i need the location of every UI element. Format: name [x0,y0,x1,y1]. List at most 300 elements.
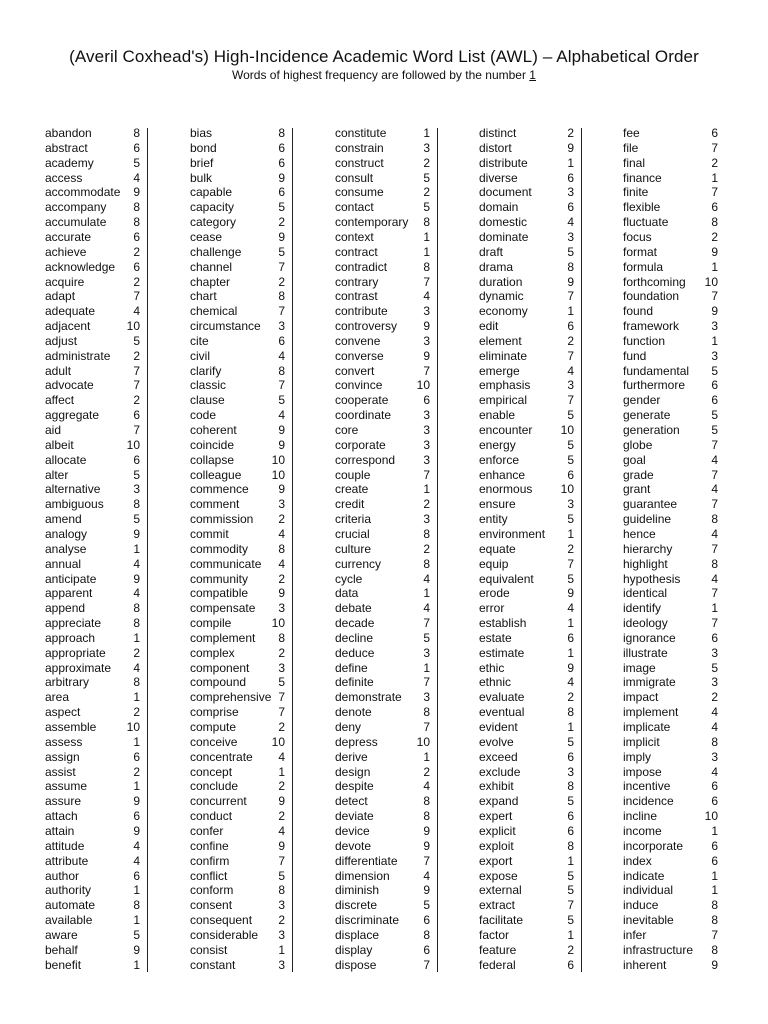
sublist-number: 5 [711,363,718,378]
word-row [479,245,574,260]
sublist-number: 2 [133,393,140,408]
word-row [623,601,718,616]
word: facilitate [479,913,524,928]
sublist-number: 5 [567,883,574,898]
word: clause [190,393,225,408]
word-row [45,319,140,334]
word-row [190,468,285,483]
word: draft [479,244,504,259]
word-row [190,869,285,884]
word: achieve [45,244,87,259]
word-row [479,364,574,379]
word: controversy [335,319,398,334]
word: individual [623,883,674,898]
word: advocate [45,378,94,393]
sublist-number: 3 [278,957,285,972]
word: distribute [479,155,528,170]
sublist-number: 5 [567,512,574,527]
word-row [190,928,285,943]
word: immigrate [623,675,676,690]
word: imply [623,749,652,764]
word-row [190,304,285,319]
word: correspond [335,452,396,467]
word-row [190,794,285,809]
word: define [335,660,368,675]
word: allocate [45,452,87,467]
sublist-number: 6 [133,452,140,467]
sublist-number: 4 [711,764,718,779]
word-row [45,913,140,928]
word: evaluate [479,690,525,705]
sublist-number: 6 [133,868,140,883]
word-row [335,720,430,735]
sublist-number: 4 [278,348,285,363]
word: gender [623,393,661,408]
word: implicate [623,720,671,734]
word: civil [190,348,210,363]
word-row [335,779,430,794]
sublist-number: 9 [423,348,430,363]
sublist-number: 3 [567,764,574,779]
sublist-number: 6 [711,853,718,868]
word-row [479,675,574,690]
word-row [45,839,140,854]
word-row [190,512,285,527]
word: impose [623,764,662,779]
word-row [45,958,140,973]
word: discriminate [335,913,400,928]
word-row [190,616,285,631]
word-row [479,349,574,364]
sublist-number: 7 [423,675,430,690]
sublist-number: 8 [133,601,140,616]
word-row [479,883,574,898]
sublist-number: 7 [567,898,574,913]
word: income [623,823,662,838]
word-row [190,334,285,349]
word: highlight [623,556,668,571]
word-row [335,245,430,260]
word-row [45,720,140,735]
word-row [45,393,140,408]
word-row [45,869,140,884]
word-row [623,468,718,483]
word-row [45,631,140,646]
sublist-number: 10 [271,734,285,749]
word: discrete [335,898,378,913]
sublist-number: 10 [416,378,430,393]
word-row [479,230,574,245]
sublist-number: 1 [567,304,574,319]
word-row [45,349,140,364]
word-row [45,275,140,290]
sublist-number: 9 [711,244,718,259]
word-row [190,720,285,735]
word-row [190,572,285,587]
word: cease [190,229,223,244]
word-row [335,304,430,319]
word: access [45,170,83,185]
word: academy [45,155,94,170]
sublist-number: 6 [567,467,574,482]
word-row [45,854,140,869]
word: exploit [479,838,514,853]
word: extract [479,898,516,913]
word-row [45,661,140,676]
sublist-number: 3 [423,512,430,527]
word-row [479,854,574,869]
word: colleague [190,467,242,482]
word-row [335,557,430,572]
word: distinct [479,126,517,140]
word-row [45,527,140,542]
sublist-number: 7 [711,185,718,200]
word: drama [479,259,514,274]
sublist-number: 4 [278,556,285,571]
sublist-number: 8 [711,942,718,957]
word-row [479,690,574,705]
word: administrate [45,348,111,363]
word: fundamental [623,363,690,378]
sublist-number: 6 [278,333,285,348]
sublist-number: 2 [711,155,718,170]
word: detect [335,794,368,809]
word: enable [479,408,516,423]
word-row [479,289,574,304]
word-row [45,883,140,898]
word: finance [623,170,662,185]
word: device [335,823,370,838]
word-row [190,527,285,542]
word-row [479,215,574,230]
word-row [190,542,285,557]
word-row [335,765,430,780]
word: indicate [623,868,665,883]
word-row [623,141,718,156]
word-row [623,215,718,230]
sublist-number: 9 [278,838,285,853]
sublist-number: 2 [423,497,430,512]
sublist-number: 9 [278,423,285,437]
sublist-number: 1 [278,942,285,957]
sublist-number: 8 [423,927,430,942]
word-row [45,765,140,780]
word-row [190,245,285,260]
word: construct [335,155,384,170]
sublist-number: 5 [567,437,574,452]
sublist-number: 8 [423,556,430,571]
sublist-number: 9 [567,586,574,601]
sublist-number: 9 [423,883,430,898]
sublist-number: 8 [711,512,718,527]
sublist-number: 6 [133,140,140,155]
word: annual [45,556,82,571]
word: implicit [623,734,660,749]
word: adjust [45,333,78,348]
word-row [479,586,574,601]
sublist-number: 8 [567,259,574,274]
word-row [623,126,718,141]
sublist-number: 3 [567,229,574,244]
sublist-number: 7 [711,140,718,155]
word-row [335,542,430,557]
word-row [479,527,574,542]
word: create [335,482,369,497]
word: element [479,333,522,348]
word: concentrate [190,749,253,764]
sublist-number: 3 [423,333,430,348]
word: compute [190,720,237,734]
word: concurrent [190,794,247,809]
word: dominate [479,229,529,244]
word: establish [479,616,527,631]
sublist-number: 7 [278,690,285,705]
word: accumulate [45,215,107,230]
sublist-number: 2 [278,645,285,660]
sublist-number: 4 [567,675,574,690]
word-row [190,319,285,334]
word-row [479,141,574,156]
sublist-number: 10 [271,467,285,482]
word: framework [623,319,680,334]
sublist-number: 6 [711,779,718,794]
word-row [479,126,574,141]
word-row [45,185,140,200]
sublist-number: 4 [423,779,430,794]
sublist-number: 8 [133,675,140,690]
word-row [335,839,430,854]
sublist-number: 7 [423,363,430,378]
word: definite [335,675,374,690]
word: assemble [45,720,97,734]
sublist-number: 2 [278,274,285,289]
sublist-number: 6 [133,749,140,764]
word: contradict [335,259,388,274]
word-row [190,275,285,290]
word: dimension [335,868,390,883]
word: constitute [335,126,387,140]
word-row [479,453,574,468]
word: implement [623,705,679,720]
sublist-number: 10 [704,809,718,824]
word-row [335,230,430,245]
word: alternative [45,482,101,497]
sublist-number: 8 [133,616,140,631]
sublist-number: 2 [567,541,574,556]
word-row [45,215,140,230]
word: emerge [479,363,520,378]
sublist-number: 1 [133,913,140,928]
word: format [623,244,658,259]
sublist-number: 7 [567,348,574,363]
word-row [335,482,430,497]
word-row [479,468,574,483]
word: furthermore [623,378,686,393]
sublist-number: 8 [423,526,430,541]
word-row [623,275,718,290]
sublist-number: 7 [133,363,140,378]
word-row [623,943,718,958]
sublist-number: 4 [133,660,140,675]
sublist-number: 2 [567,126,574,140]
word: equate [479,541,516,556]
word: accurate [45,229,92,244]
word: ethic [479,660,505,675]
sublist-number: 7 [423,467,430,482]
word-row [190,839,285,854]
word: deduce [335,645,375,660]
sublist-number: 4 [711,482,718,497]
sublist-number: 5 [278,200,285,215]
word: ensure [479,497,516,512]
sublist-number: 7 [711,616,718,631]
word-row [45,572,140,587]
word-row [45,230,140,245]
word-row [623,260,718,275]
sublist-number: 4 [567,215,574,230]
sublist-number: 6 [567,809,574,824]
word-row [623,512,718,527]
word-row [190,141,285,156]
word: evident [479,720,518,734]
sublist-number: 6 [567,749,574,764]
sublist-number: 4 [133,556,140,571]
word-row [190,497,285,512]
sublist-number: 4 [133,586,140,601]
word: constant [190,957,236,972]
sublist-number: 8 [423,259,430,274]
word-row [45,141,140,156]
word: expand [479,794,519,809]
word-row [45,482,140,497]
sublist-number: 1 [711,601,718,616]
word: commit [190,526,229,541]
word-column-5 [618,126,718,976]
sublist-number: 2 [133,348,140,363]
sublist-number: 6 [133,259,140,274]
word-row [479,512,574,527]
sublist-number: 6 [278,140,285,155]
sublist-number: 7 [423,957,430,972]
sublist-number: 6 [423,942,430,957]
sublist-number: 5 [711,408,718,423]
word-row [479,809,574,824]
sublist-number: 3 [567,185,574,200]
sublist-number: 5 [567,571,574,586]
sublist-number: 9 [567,660,574,675]
word-row [623,735,718,750]
word: feature [479,942,517,957]
word: function [623,333,666,348]
sublist-number: 10 [126,720,140,734]
sublist-number: 1 [133,630,140,645]
sublist-number: 4 [133,853,140,868]
word: infrastructure [623,942,694,957]
word-row [190,126,285,141]
sublist-number: 1 [423,229,430,244]
word: cycle [335,571,363,586]
sublist-number: 9 [423,823,430,838]
sublist-number: 3 [567,378,574,393]
word: energy [479,437,516,452]
word: currency [335,556,382,571]
word-row [479,438,574,453]
word: criteria [335,512,372,527]
sublist-number: 7 [711,289,718,304]
word: contemporary [335,215,409,230]
word: conduct [190,809,233,824]
word: displace [335,927,380,942]
word: culture [335,541,372,556]
word: attitude [45,838,85,853]
word-row [45,690,140,705]
column-divider [581,128,582,972]
word: anticipate [45,571,97,586]
word-row [623,765,718,780]
word-row [623,779,718,794]
sublist-number: 1 [567,155,574,170]
word-row [335,661,430,676]
word-row [190,913,285,928]
word-row [479,646,574,661]
word: equivalent [479,571,534,586]
word: core [335,423,359,437]
column-divider [147,128,148,972]
word: induce [623,898,659,913]
word: diverse [479,170,518,185]
sublist-number: 7 [567,556,574,571]
sublist-number: 10 [126,319,140,334]
word: area [45,690,70,705]
word: external [479,883,522,898]
word: complex [190,645,235,660]
sublist-number: 8 [133,497,140,512]
sublist-number: 6 [711,200,718,215]
word-row [190,958,285,973]
word-row [45,943,140,958]
word: decline [335,630,374,645]
sublist-number: 7 [711,927,718,942]
word: adjacent [45,319,91,334]
sublist-number: 7 [423,720,430,734]
sublist-number: 8 [133,126,140,140]
sublist-number: 5 [133,155,140,170]
sublist-number: 8 [711,898,718,913]
word-row [623,690,718,705]
sublist-number: 3 [423,690,430,705]
word: aware [45,927,78,942]
sublist-number: 1 [278,764,285,779]
word: illustrate [623,645,668,660]
column-divider [437,128,438,972]
sublist-number: 3 [423,452,430,467]
word-row [479,200,574,215]
word-row [479,393,574,408]
word: conform [190,883,234,898]
word: community [190,571,249,586]
word-row [45,750,140,765]
word-row [45,586,140,601]
word-row [335,601,430,616]
word: explicit [479,823,516,838]
word: enforce [479,452,520,467]
word-row [45,675,140,690]
word-row [335,527,430,542]
sublist-number: 5 [567,794,574,809]
sublist-number: 6 [711,393,718,408]
sublist-number: 1 [711,883,718,898]
word: incentive [623,779,671,794]
